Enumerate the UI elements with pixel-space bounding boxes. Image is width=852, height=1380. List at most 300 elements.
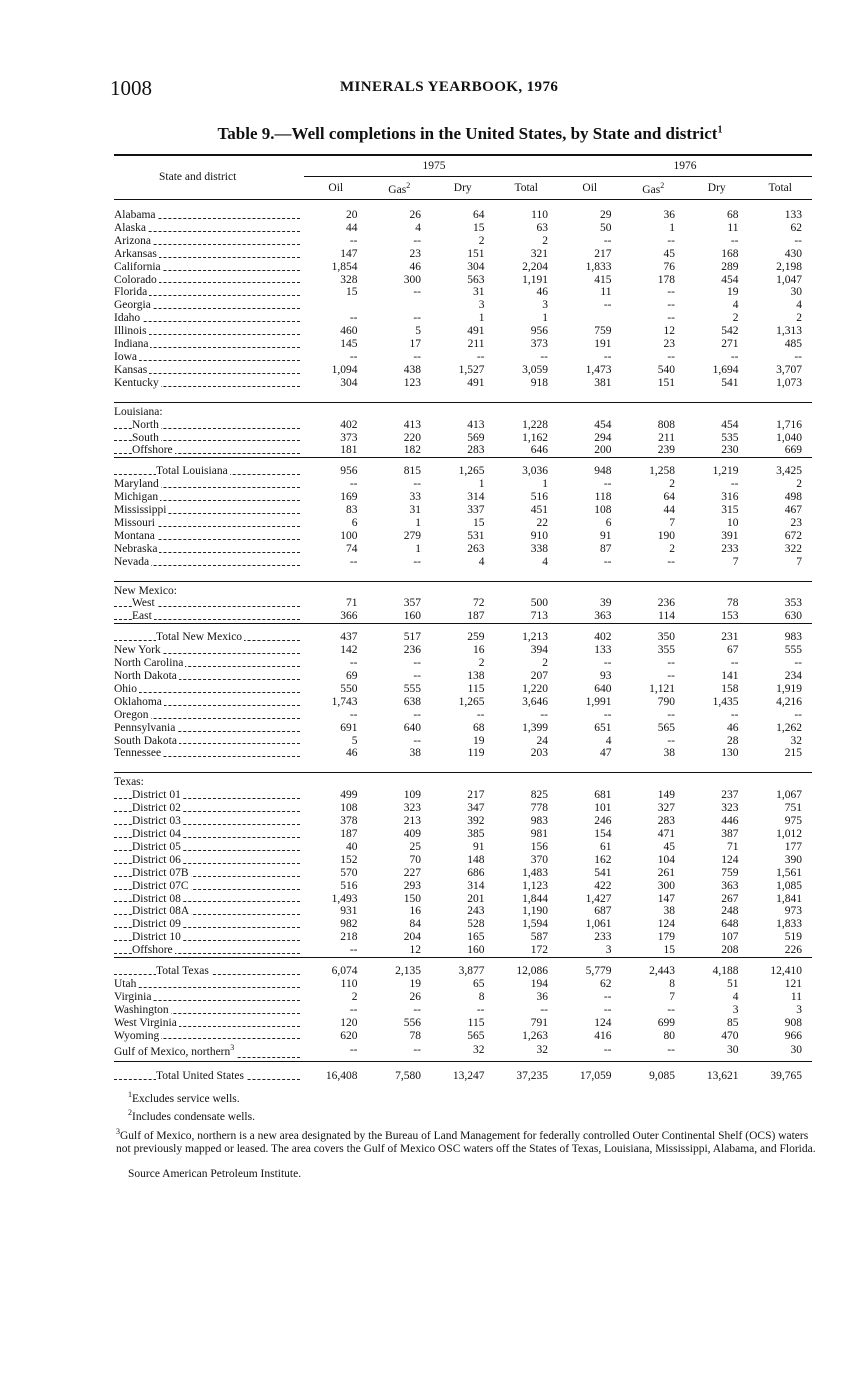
cell-value: 11 <box>727 221 739 234</box>
cell-value: 67 <box>727 644 739 657</box>
cell-value: 3 <box>796 1003 802 1016</box>
row-label <box>114 261 304 274</box>
cell-value: 327 <box>657 802 675 815</box>
row-label-text <box>132 610 154 622</box>
cell-value: 13,621 <box>706 1070 739 1083</box>
cell-value: 236 <box>657 597 675 610</box>
cell-value: 2 <box>542 657 548 670</box>
cell-value: 156 <box>530 840 548 853</box>
row-label-text <box>114 377 161 389</box>
row-label <box>114 958 304 978</box>
cell-value: 124 <box>594 1016 612 1029</box>
footnotes <box>116 1088 818 1182</box>
row-label-text <box>114 556 151 568</box>
cell-value: -- <box>476 1003 485 1016</box>
cell-value: 165 <box>467 931 485 944</box>
cell-value: 392 <box>467 815 485 828</box>
cell-value: 366 <box>304 610 368 623</box>
row-label-text <box>132 880 191 892</box>
cell-value: 531 <box>467 529 485 542</box>
column-label: Total <box>768 181 792 194</box>
row-label <box>114 351 304 364</box>
cell-value: 187 <box>340 827 358 840</box>
cell-value: 23 <box>790 516 802 529</box>
cell-value: 1,844 <box>522 892 548 905</box>
row-label <box>114 802 304 815</box>
row-label-text <box>132 918 183 930</box>
row-label <box>114 299 304 312</box>
cell-value: 4 <box>415 221 421 234</box>
row-label <box>114 312 304 325</box>
cell-value: 6,074 <box>331 965 358 978</box>
row-name: District 04 <box>132 827 181 840</box>
cell-value: 4 <box>732 990 739 1003</box>
cell-value: 158 <box>721 682 739 695</box>
row-label <box>114 670 304 683</box>
cell-value: 68 <box>473 721 485 734</box>
cell-value: -- <box>540 1003 548 1016</box>
row-label <box>114 789 304 802</box>
cell-value: 151 <box>467 247 485 260</box>
row-footnote-mark: 3 <box>230 1043 235 1053</box>
row-label <box>114 1017 304 1030</box>
column-header-oil-1975 <box>304 177 368 200</box>
cell-value: 3 <box>732 1003 739 1016</box>
row-name: Total United States <box>156 1070 244 1083</box>
cell-value: 151 <box>657 376 675 389</box>
cell-value: 104 <box>657 853 675 866</box>
cell-value: 373 <box>530 338 548 351</box>
section-heading: Texas: <box>114 776 144 789</box>
row-name: Arkansas <box>114 247 157 260</box>
cell-value: 39,765 <box>770 1070 802 1083</box>
cell-value: 1,228 <box>522 418 548 431</box>
footnote-mark: 2 <box>128 1108 132 1118</box>
stub-header: State and district <box>114 155 304 200</box>
year-header-1976: 1976 <box>558 155 812 177</box>
cell-value: 4 <box>542 555 548 568</box>
row-name: Kentucky <box>114 376 159 389</box>
cell-value: 413 <box>403 418 421 431</box>
row-label-text <box>114 478 161 490</box>
row-name: District 08 <box>132 892 181 905</box>
cell-value: 33 <box>409 491 421 504</box>
cell-value: 1,162 <box>522 431 548 444</box>
cell-value: 555 <box>784 644 802 657</box>
cell-value: 17,059 <box>579 1070 612 1083</box>
cell-value: 5,779 <box>585 965 612 978</box>
cell-value: 381 <box>594 376 612 389</box>
cell-value: 114 <box>622 610 686 623</box>
cell-value: 651 <box>594 721 612 734</box>
cell-value: 2 <box>796 478 802 491</box>
row-label <box>114 419 304 432</box>
cell-value: 124 <box>657 918 675 931</box>
table-row <box>114 944 812 957</box>
cell-value: 40 <box>346 840 358 853</box>
cell-value: 2 <box>732 312 739 325</box>
cell-value: 1,047 <box>776 273 802 286</box>
row-label <box>114 893 304 906</box>
row-label-text <box>114 1017 179 1029</box>
cell-value: -- <box>603 990 612 1003</box>
cell-value <box>304 299 368 312</box>
row-label-text <box>114 325 149 337</box>
cell-value: -- <box>730 657 739 670</box>
cell-value: 47 <box>600 747 612 760</box>
cell-value: 26 <box>409 209 421 221</box>
cell-value: 115 <box>467 1016 485 1029</box>
table-row <box>114 543 812 556</box>
cell-value: 918 <box>530 376 548 389</box>
cell-value: 409 <box>403 827 421 840</box>
cell-value: 3,707 <box>776 363 802 376</box>
cell-value: 363 <box>721 879 739 892</box>
row-label <box>114 991 304 1004</box>
row-name: Idaho <box>114 312 141 325</box>
row-label-text <box>132 841 183 853</box>
cell-value: 1 <box>542 478 548 491</box>
row-label-text <box>114 351 139 363</box>
cell-value: 28 <box>727 734 739 747</box>
section-rule <box>114 390 812 403</box>
row-name: Total Texas <box>156 965 209 978</box>
cell-value: 1,213 <box>522 631 548 644</box>
cell-value: 394 <box>530 644 548 657</box>
cell-value: 519 <box>784 931 802 944</box>
cell-value: 259 <box>467 631 485 644</box>
cell-value: 44 <box>663 504 675 517</box>
cell-value <box>368 299 432 312</box>
cell-value: 120 <box>340 1016 358 1029</box>
cell-value: 148 <box>467 853 485 866</box>
cell-value: 413 <box>467 418 485 431</box>
cell-value: -- <box>667 734 675 747</box>
cell-value: 778 <box>530 802 548 815</box>
cell-value: 37,235 <box>516 1070 548 1083</box>
cell-value: 981 <box>530 827 548 840</box>
row-label-text <box>114 644 163 656</box>
section-heading: New Mexico: <box>114 584 177 597</box>
cell-value: -- <box>413 1003 421 1016</box>
cell-value: 1,073 <box>776 376 802 389</box>
row-label <box>114 747 304 760</box>
cell-value: 64 <box>663 491 675 504</box>
cell-value: 191 <box>594 338 612 351</box>
cell-value: 5 <box>351 734 358 747</box>
cell-value: 271 <box>721 338 739 351</box>
footnote-3 <box>116 1125 818 1157</box>
row-name: Illinois <box>114 325 147 338</box>
cell-value: 1,716 <box>776 418 802 431</box>
row-label-text <box>132 432 161 444</box>
cell-value: 154 <box>594 827 612 840</box>
table-row <box>114 893 812 906</box>
row-label-text <box>114 543 159 555</box>
cell-value: 108 <box>594 504 612 517</box>
row-name: Alaska <box>114 221 146 234</box>
cell-value: 100 <box>340 529 358 542</box>
table-row <box>114 432 812 445</box>
cell-value: 437 <box>340 631 358 644</box>
table-row <box>114 261 812 274</box>
section-heading-row <box>114 406 812 419</box>
cell-value: 2 <box>669 478 675 491</box>
column-label: Oil <box>328 181 344 194</box>
cell-value: 3,425 <box>776 465 802 478</box>
row-name: Michigan <box>114 491 159 504</box>
table-row <box>114 918 812 931</box>
row-name: North <box>132 418 159 431</box>
row-name: Oklahoma <box>114 695 162 708</box>
cell-value: 3,646 <box>522 695 548 708</box>
cell-value: 39 <box>600 597 612 610</box>
cell-value: 84 <box>409 918 421 931</box>
row-name: Montana <box>114 529 155 542</box>
cell-value: 630 <box>749 610 813 623</box>
cell-value: 910 <box>530 529 548 542</box>
cell-value: 15 <box>473 516 485 529</box>
cell-value: -- <box>603 350 612 363</box>
cell-value: 162 <box>594 853 612 866</box>
table-title <box>110 124 830 144</box>
row-label <box>114 1042 304 1061</box>
cell-value: 63 <box>536 221 548 234</box>
cell-value: 541 <box>594 866 612 879</box>
row-name: North Carolina <box>114 657 184 670</box>
cell-value: 357 <box>403 597 421 610</box>
cell-value: 460 <box>340 325 358 338</box>
cell-value: 51 <box>727 977 739 990</box>
column-footnote-mark: 2 <box>406 180 411 190</box>
cell-value: -- <box>730 708 739 721</box>
column-header-oil-1976 <box>558 177 622 200</box>
cell-value: 123 <box>403 376 421 389</box>
cell-value: 470 <box>721 1029 739 1042</box>
cell-value: 283 <box>431 444 495 457</box>
cell-value: 45 <box>663 840 675 853</box>
row-name: District 08A <box>132 905 190 918</box>
cell-value: 1,220 <box>522 682 548 695</box>
row-label-text <box>132 893 183 905</box>
table-row <box>114 815 812 828</box>
row-name: Kansas <box>114 363 148 376</box>
cell-value: 328 <box>340 273 358 286</box>
cell-value: 6 <box>605 516 612 529</box>
row-label-text <box>114 709 151 721</box>
cell-value: 337 <box>467 504 485 517</box>
cell-value: 973 <box>784 905 802 918</box>
cell-value: 402 <box>594 631 612 644</box>
cell-value: 168 <box>721 247 739 260</box>
cell-value: 133 <box>784 209 802 221</box>
row-label <box>114 709 304 722</box>
cell-value: 289 <box>721 260 739 273</box>
row-name: New York <box>114 644 161 657</box>
cell-value: 1,191 <box>522 273 548 286</box>
cell-value: -- <box>413 234 421 247</box>
cell-value: 2 <box>542 234 548 247</box>
cell-value: -- <box>730 478 739 491</box>
row-label-text <box>132 905 191 917</box>
row-name: South <box>132 431 159 444</box>
row-label-text <box>132 444 175 456</box>
cell-value: 1,067 <box>776 789 802 802</box>
row-label-text <box>114 364 149 376</box>
cell-value: 115 <box>467 682 485 695</box>
cell-value: 640 <box>403 721 421 734</box>
cell-value: 391 <box>721 529 739 542</box>
footnote-text: Includes condensate wells. <box>132 1111 255 1124</box>
cell-value: 237 <box>721 789 739 802</box>
cell-value: -- <box>794 708 802 721</box>
page-header <box>110 76 830 100</box>
cell-value: 517 <box>403 631 421 644</box>
cell-value: 207 <box>530 670 548 682</box>
cell-value: -- <box>667 555 675 568</box>
cell-value: 30 <box>790 286 802 299</box>
cell-value: 1,265 <box>458 695 485 708</box>
cell-value: 65 <box>473 977 485 990</box>
cell-value: -- <box>730 350 739 363</box>
table-row <box>114 644 812 657</box>
cell-value: -- <box>667 1003 675 1016</box>
row-label <box>114 854 304 867</box>
row-label <box>114 1062 304 1083</box>
row-name: Pennsylvania <box>114 721 176 734</box>
cell-value: 32 <box>495 1042 559 1061</box>
table-row <box>114 735 812 748</box>
cell-value: 12,410 <box>770 965 802 978</box>
cell-value: 3,036 <box>522 465 548 478</box>
row-label-text <box>114 747 163 759</box>
cell-value: 11 <box>790 990 802 1003</box>
cell-value: 234 <box>784 670 802 682</box>
cell-value: 124 <box>721 853 739 866</box>
cell-value: 1,919 <box>776 682 802 695</box>
cell-value: 1,594 <box>522 918 548 931</box>
cell-value: 91 <box>473 840 485 853</box>
cell-value: 1,265 <box>458 465 485 478</box>
cell-value: 149 <box>657 789 675 802</box>
footnote-text: Excludes service wells. <box>132 1092 240 1105</box>
cell-value: 565 <box>467 1029 485 1042</box>
cell-value: 153 <box>685 610 749 623</box>
cell-value: -- <box>540 350 548 363</box>
cell-value: 36 <box>536 990 548 1003</box>
cell-value: 204 <box>403 931 421 944</box>
row-label-text <box>132 419 161 431</box>
cell-value: 686 <box>467 866 485 879</box>
cell-value: 201 <box>467 892 485 905</box>
cell-value: 230 <box>685 444 749 457</box>
cell-value: -- <box>667 299 675 312</box>
row-name: Indiana <box>114 338 149 351</box>
cell-value: 355 <box>657 644 675 657</box>
row-label-text <box>114 286 149 298</box>
cell-value: 983 <box>784 631 802 644</box>
cell-value: -- <box>667 234 675 247</box>
cell-value: 283 <box>657 815 675 828</box>
cell-value: 13,247 <box>452 1070 485 1083</box>
cell-value: 19 <box>409 977 421 990</box>
cell-value: -- <box>413 657 421 670</box>
row-label <box>114 931 304 944</box>
cell-value: 85 <box>727 1016 739 1029</box>
cell-value: 8 <box>669 977 675 990</box>
row-label <box>114 458 304 478</box>
cell-value: 190 <box>657 529 675 542</box>
cell-value: 2 <box>478 657 485 670</box>
row-label <box>114 905 304 918</box>
cell-value: 160 <box>368 610 432 623</box>
cell-value: 1,483 <box>522 866 548 879</box>
row-label <box>114 696 304 709</box>
column-label: Oil <box>582 181 598 194</box>
cell-value: 10 <box>727 516 739 529</box>
cell-value: 966 <box>784 1029 802 1042</box>
cell-value: 322 <box>784 542 802 555</box>
row-label-text <box>132 789 183 801</box>
cell-value: 12,086 <box>516 965 548 978</box>
cell-value: 30 <box>685 1042 749 1061</box>
cell-value: 179 <box>657 931 675 944</box>
row-label <box>114 517 304 530</box>
cell-value: 648 <box>721 918 739 931</box>
row-label <box>114 209 304 222</box>
table-row <box>114 905 812 918</box>
row-name: Oregon <box>114 708 149 721</box>
cell-value: 46 <box>409 260 421 273</box>
cell-value: 323 <box>403 802 421 815</box>
row-label <box>114 235 304 248</box>
cell-value: -- <box>476 350 485 363</box>
row-name: Alabama <box>114 209 156 221</box>
row-label <box>114 644 304 657</box>
cell-value: 491 <box>467 376 485 389</box>
row-name: District 06 <box>132 853 181 866</box>
cell-value: -- <box>413 708 421 721</box>
cell-value: 7 <box>669 516 675 529</box>
cell-value: 208 <box>685 944 749 957</box>
cell-value: 300 <box>403 273 421 286</box>
cell-value: 17 <box>409 338 421 351</box>
subtotal-row <box>114 458 812 478</box>
row-label-text <box>114 517 157 529</box>
row-name: District 07C <box>132 879 189 892</box>
cell-value: 555 <box>403 682 421 695</box>
section-rule <box>114 569 812 582</box>
footnote-2 <box>128 1106 818 1124</box>
cell-value: 4 <box>605 734 612 747</box>
cell-value: 38 <box>663 747 675 760</box>
cell-value: 243 <box>467 905 485 918</box>
cell-value: 2 <box>669 542 675 555</box>
cell-value: 5 <box>415 325 421 338</box>
row-label <box>114 377 304 390</box>
cell-value: 7 <box>669 990 675 1003</box>
cell-value: 304 <box>340 376 358 389</box>
cell-value: 416 <box>594 1029 612 1042</box>
row-name: South Dakota <box>114 734 177 747</box>
table-row <box>114 504 812 517</box>
row-label-text <box>114 1004 171 1016</box>
table-row <box>114 1030 812 1043</box>
cell-value: 12 <box>663 325 675 338</box>
cell-value: 385 <box>467 827 485 840</box>
cell-value: 294 <box>594 431 612 444</box>
cell-value: 152 <box>340 853 358 866</box>
